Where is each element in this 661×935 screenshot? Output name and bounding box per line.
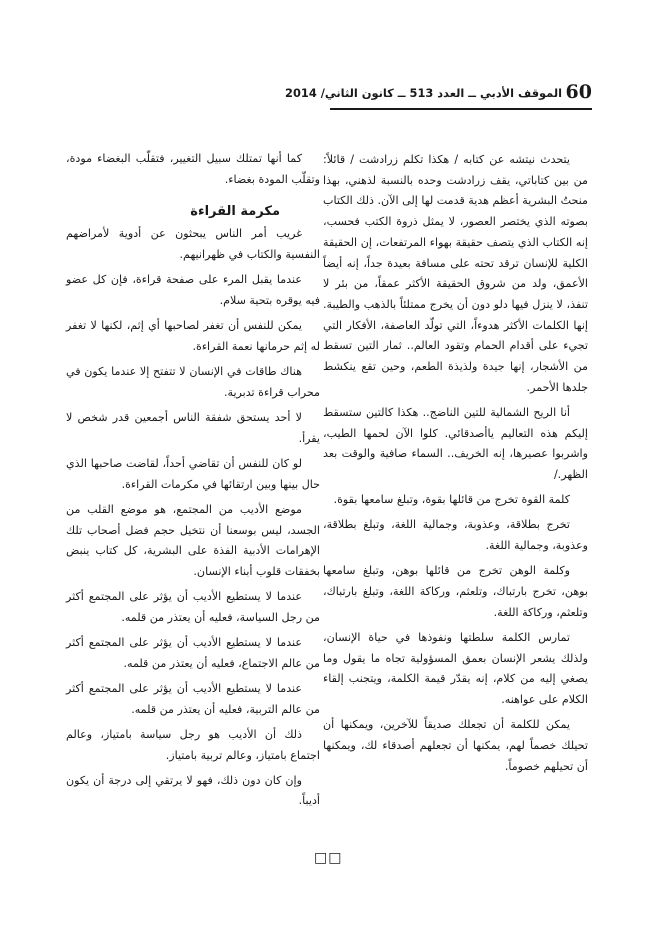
page-header (285, 80, 592, 108)
paragraph: عندما لا يستطيع الأديب أن يؤثر على المجتمع أكثر من عالم التربية، فعليه أن يعتذر من قلمه. (66, 681, 320, 716)
paragraph: أنا الريح الشمالية للتين الناضج.. هكذا كالتين ستسقط إليكم هذه التعاليم ياأصدقائي. كلوا الآن لحمها الطيب، واشربوا عصيرها، إنه الخريف.. السماء صافية والوقت بعد الظهر./ (323, 405, 588, 482)
right-column (323, 150, 588, 782)
paragraph: هناك طاقات في الإنسان لا تتفتح إلا عندما يكون في محراب قراءة تدبرية. (66, 365, 320, 399)
paragraph: لو كان للنفس أن تقاضي أحداً، لقاضت صاحبها الذي حال بينها وبين ارتقائها في مكرمات القراءة. (66, 456, 320, 491)
paragraph: عندما لا يستطيع الأديب أن يؤثر على المجتمع أكثر من عالم الاجتماع، فعليه أن يعتذر من قلمه. (66, 636, 320, 670)
header-rule (330, 108, 592, 110)
paragraph: ذلك أن الأديب هو رجل سياسة بامتياز، وعالم اجتماع بامتياز، وعالم تربية بامتياز. (66, 727, 320, 762)
paragraph: كما أنها تمتلك سبيل التغيير، فتقلّب البغضاء مودة، وتقلّب المودة بغضاء. (66, 152, 320, 186)
section-title: مكرمة القراءة (190, 204, 280, 220)
paragraph: يمكن للكلمة أن تجعلك صديقاً للآخرين، ويمكنها أن تحيلك خصماً لهم، يمكنها أن تجعلهم أصدقاء لك، ويمكنها أن تحيلهم خصوماً. (323, 718, 588, 773)
paragraph: كلمة القوة تخرج من قائلها بقوة، وتبلغ سامعها بقوة. (333, 493, 570, 507)
paragraph: لا أحد يستحق شفقة الناس أجمعين قدر شخص لا يقرأ. (66, 411, 320, 445)
paragraph: وكلمة الوهن تخرج من قائلها بوهن، وتبلغ سامعها بوهن، تخرج بارتباك، وتلعثم، وركاكة اللغة، وتبلغ بارتباك، وتلعثم، وركاكة اللغة. (323, 564, 588, 619)
paragraph: موضع الأديب من المجتمع، هو موضع القلب من الجسد، ليس بوسعنا أن نتخيل حجم فضل أصحاب تلك الإهرامات الأدبية الفذة على البشرية، كل كتاب ينبض بخفقات قلوب أبناء الإنسان. (66, 502, 320, 578)
paragraph: وإن كان دون ذلك، فهو لا يرتقي إلى درجة أن يكون أديباً. (66, 773, 320, 808)
paragraph: يمكن للنفس أن تغفر لصاحبها أي إثم، لكنها لا تغفر له إثم حرمانها نعمة القراءة. (66, 319, 320, 353)
running-title: الموقف الأدبي ــ العدد 513 ــ كانون الثاني/ 2014 (285, 86, 562, 100)
left-column (66, 149, 320, 817)
paragraph: غريب أمر الناس يبحثون عن أدوية لأمراضهم النفسية والكتاب في ظهرانيهم. (66, 227, 320, 262)
paragraph: عندما لا يستطيع الأديب أن يؤثر على المجتمع أكثر من رجل السياسة، فعليه أن يعتذر من قلمه. (66, 590, 320, 624)
paragraph: عندما يقبل المرء على صفحة قراءة، فإن كل عضو فيه يوقره بتحية سلام. (66, 273, 320, 308)
end-of-article-mark: □□ (314, 850, 343, 866)
paragraph: تمارس الكلمة سلطتها ونفوذها في حياة الإنسان، ولذلك يشعر الإنسان بعمق المسؤولية تجاه ما يقول وما يصغي إليه من كلام، إنه يقدّر قيمة الكلمة، ويتجنب إلقاء الكلام على عواهنه. (323, 630, 588, 707)
paragraph: تخرج بطلاقة، وعذوبة، وجمالية اللغة، وتبلغ بطلاقة، وعذوبة، وجمالية اللغة. (323, 518, 588, 553)
paragraph: يتحدث نيتشه عن كتابه / هكذا تكلم زرادشت / قائلاً: من بين كتاباتي، يقف زرادشت وحده بالنسبة لذهني، بهذا منحتُ البشرية أعظم هدية قدمت لها إلى الآن. ذلك الكتاب بصوته الذي يختصر العصور، لا يمثل ذروة الكتب فحسب، إنه الكتاب الذي يتصف حقيقة بهواء المرتفعات، إن الحقيقة الكلية للإنسان ترقد تحته على مسافة بعيدة جداً، إنه أيضاً الأعمق، ولد من شروق الحقيقة الأكثر عمقاً، من بئر لا تنفذ، لا ينزل فيها دلو دون أن يخرج ممتلئاً بالذهب والطيبة. إنها الكلمات الأكثر هدوءاً، التي تولّد العاصفة، الأفكار التي تجيء على أقدام الحمام وتقود العالم.. ثمار التين تسقط من الأشجار، إنها جيدة ولذيذة الطعم، وحين تقع ينكشط جلدها الأحمر. (323, 153, 588, 394)
page-number: 60 (565, 81, 592, 103)
